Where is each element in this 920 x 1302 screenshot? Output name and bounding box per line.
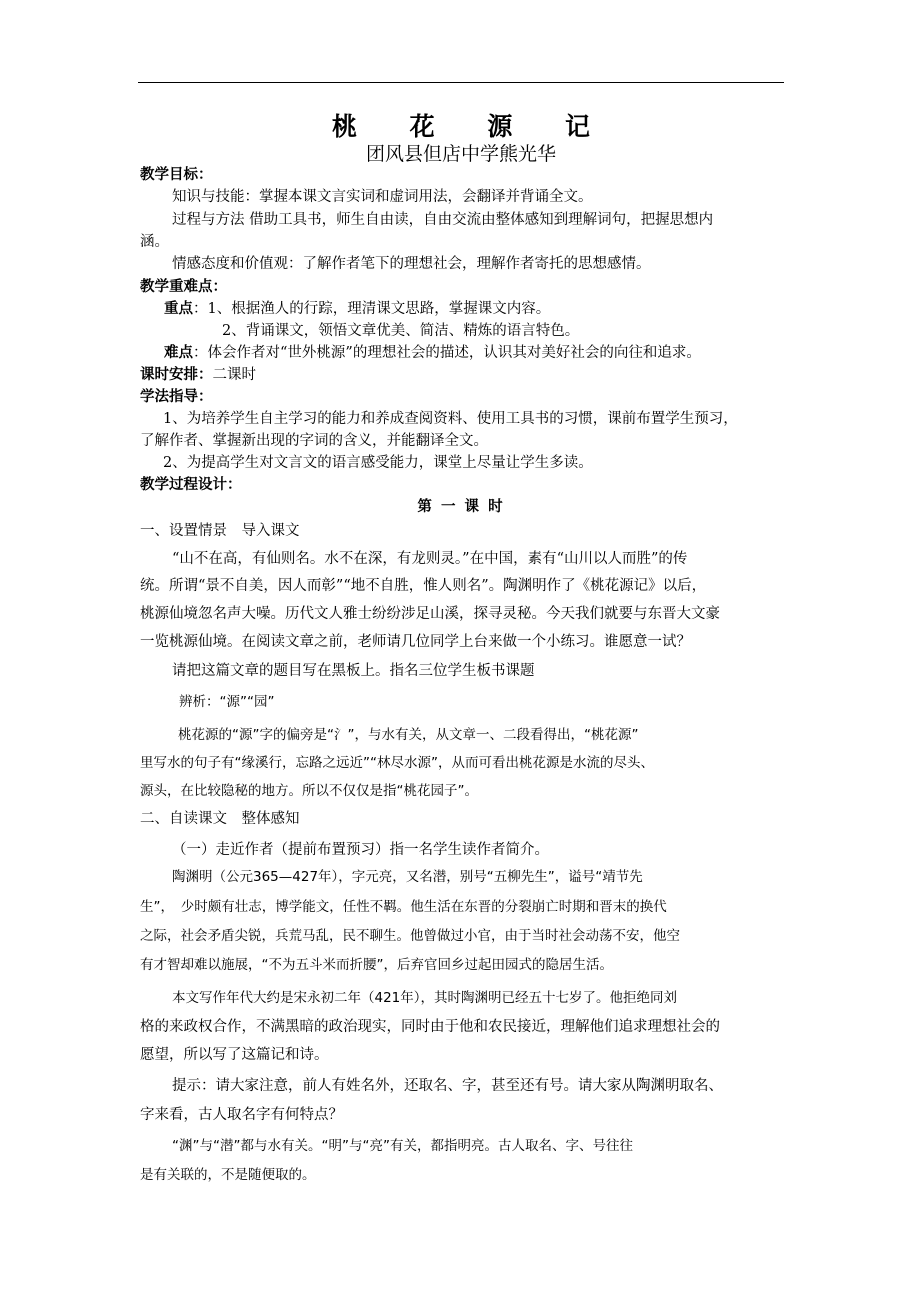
section2-p3-line1: 提示：请大家注意，前人有姓名外，还取名、字，甚至还有号。请大家从陶渊明取名、 (172, 1078, 723, 1094)
top-rule (138, 82, 784, 83)
difficult-point-text: ：体会作者对“世外桃源”的理想社会的描述，认识其对美好社会的向往和追求。 (193, 345, 701, 361)
goal-process-line1: 过程与方法 借助工具书，师生自由读，自由交流由整体感知到理解词句，把握思想内 (172, 212, 714, 228)
key-point-1-text: ：1、根据渔人的行踪，理清课文思路，掌握课文内容。 (193, 301, 551, 317)
difficult-point (164, 342, 814, 364)
section1-p1-line2: 统。所谓“景不自美，因人而彰”“地不自胜，惟人则名”。陶渊明作了《桃花源记》以后， (140, 578, 707, 594)
section2-heading: 二、自读课文 整体感知 (140, 811, 300, 827)
section2-p4-line2: 是有关联的，不是随便取的。 (140, 1167, 316, 1183)
goal-process-line2: 涵。 (140, 234, 169, 250)
section2-p2-line3: 愿望，所以写了这篇记和诗。 (140, 1047, 329, 1063)
schedule-value: 二课时 (212, 367, 256, 383)
section1-p4-line1: 桃花源的“源”字的偏旁是“氵”，与水有关，从文章一、二段看得出，“桃花源” (178, 727, 639, 743)
difficult-label: 难点 (164, 344, 193, 361)
section1-p1-line1: “山不在高，有仙则名。水不在深，有龙则灵。”在中国，素有“山川以人而胜”的传 (172, 551, 688, 567)
section2-p1-line1: 陶渊明（公元365—427年），字元亮，又名潜，别号“五柳先生”，谥号“靖节先 (172, 869, 643, 885)
section2-p2-line1: 本文写作年代大约是宋永初二年（421年），其时陶渊明已经五十七岁了。他拒绝同刘 (172, 990, 678, 1006)
section1-p1-line3: 桃源仙境忽名声大噪。历代文人雅士纷纷涉足山溪，探寻灵秘。今天我们就要与东晋大文豪 (140, 606, 720, 622)
section1-p4-line3: 源头，在比较隐秘的地方。所以不仅仅是指“桃花园子”。 (140, 783, 478, 799)
key-label: 重点 (164, 300, 193, 317)
method-2: 2、为提高学生对文言文的语言感受能力，课堂上尽量让学生多读。 (163, 455, 593, 471)
key-points-heading: 教学重难点： (140, 278, 227, 295)
section1-heading: 一、设置情景 导入课文 (140, 523, 300, 539)
method-1-line2: 了解作者、掌握新出现的字词的含义，并能翻译全文。 (140, 433, 488, 449)
document-title: 桃 花 源 记 (331, 112, 613, 141)
section2-p1-line4: 有才智却难以施展，“不为五斗米而折腰”，后弃官回乡过起田园式的隐居生活。 (140, 957, 613, 973)
section1-p4-line2: 里写水的句子有“缘溪行，忘路之远近”“林尽水源”，从而可看出桃花源是水流的尽头、 (140, 755, 654, 771)
method-1-line1: 1、为培养学生自主学习的能力和养成查阅资料、使用工具书的习惯，课前布置学生预习， (163, 411, 738, 427)
lesson-heading: 第 一 课 时 (417, 498, 505, 515)
goal-emotion: 情感态度和价值观：了解作者笔下的理想社会，理解作者寄托的思想感情。 (172, 256, 651, 272)
section1-p2: 请把这篇文章的题目写在黑板上。指名三位学生板书课题 (172, 663, 535, 679)
schedule (140, 364, 790, 386)
section2-p1-line2: 生”， 少时颇有壮志，博学能文，任性不羁。他生活在东晋的分裂崩亡时期和晋末的换代 (140, 899, 667, 915)
goals-heading: 教学目标： (140, 166, 213, 183)
section2-p3-line2: 字来看，古人取名字有何特点？ (140, 1107, 343, 1123)
section2-p4-line1: “渊”与“潜”都与水有关。“明”与“亮”有关，都指明亮。古人取名、字、号往往 (172, 1138, 633, 1154)
section2-sub1: （一）走近作者（提前布置预习）指一名学生读作者简介。 (172, 842, 549, 858)
author-line: 团风县但店中学熊光华 (365, 143, 556, 165)
process-heading: 教学过程设计： (140, 476, 242, 493)
section2-p2-line2: 格的来政权合作，不满黑暗的政治现实，同时由于他和农民接近，理解他们追求理想社会的 (140, 1019, 720, 1035)
schedule-label: 课时安排： (140, 366, 213, 383)
key-point-2: 2、背诵课文，领悟文章优美、简洁、精炼的语言特色。 (222, 323, 580, 339)
goal-knowledge: 知识与技能：掌握本课文言实词和虚词用法，会翻译并背诵全文。 (172, 189, 593, 205)
section1-p1-line4: 一览桃源仙境。在阅读文章之前，老师请几位同学上台来做一个小练习。谁愿意一试？ (140, 634, 691, 650)
section1-p3: 辨析：“源”“园” (179, 694, 275, 710)
key-point-1 (164, 298, 814, 320)
section2-p1-line3: 之际，社会矛盾尖锐，兵荒马乱，民不聊生。他曾做过小官，由于当时社会动荡不安，他空 (140, 928, 680, 944)
method-heading: 学法指导： (140, 388, 213, 405)
